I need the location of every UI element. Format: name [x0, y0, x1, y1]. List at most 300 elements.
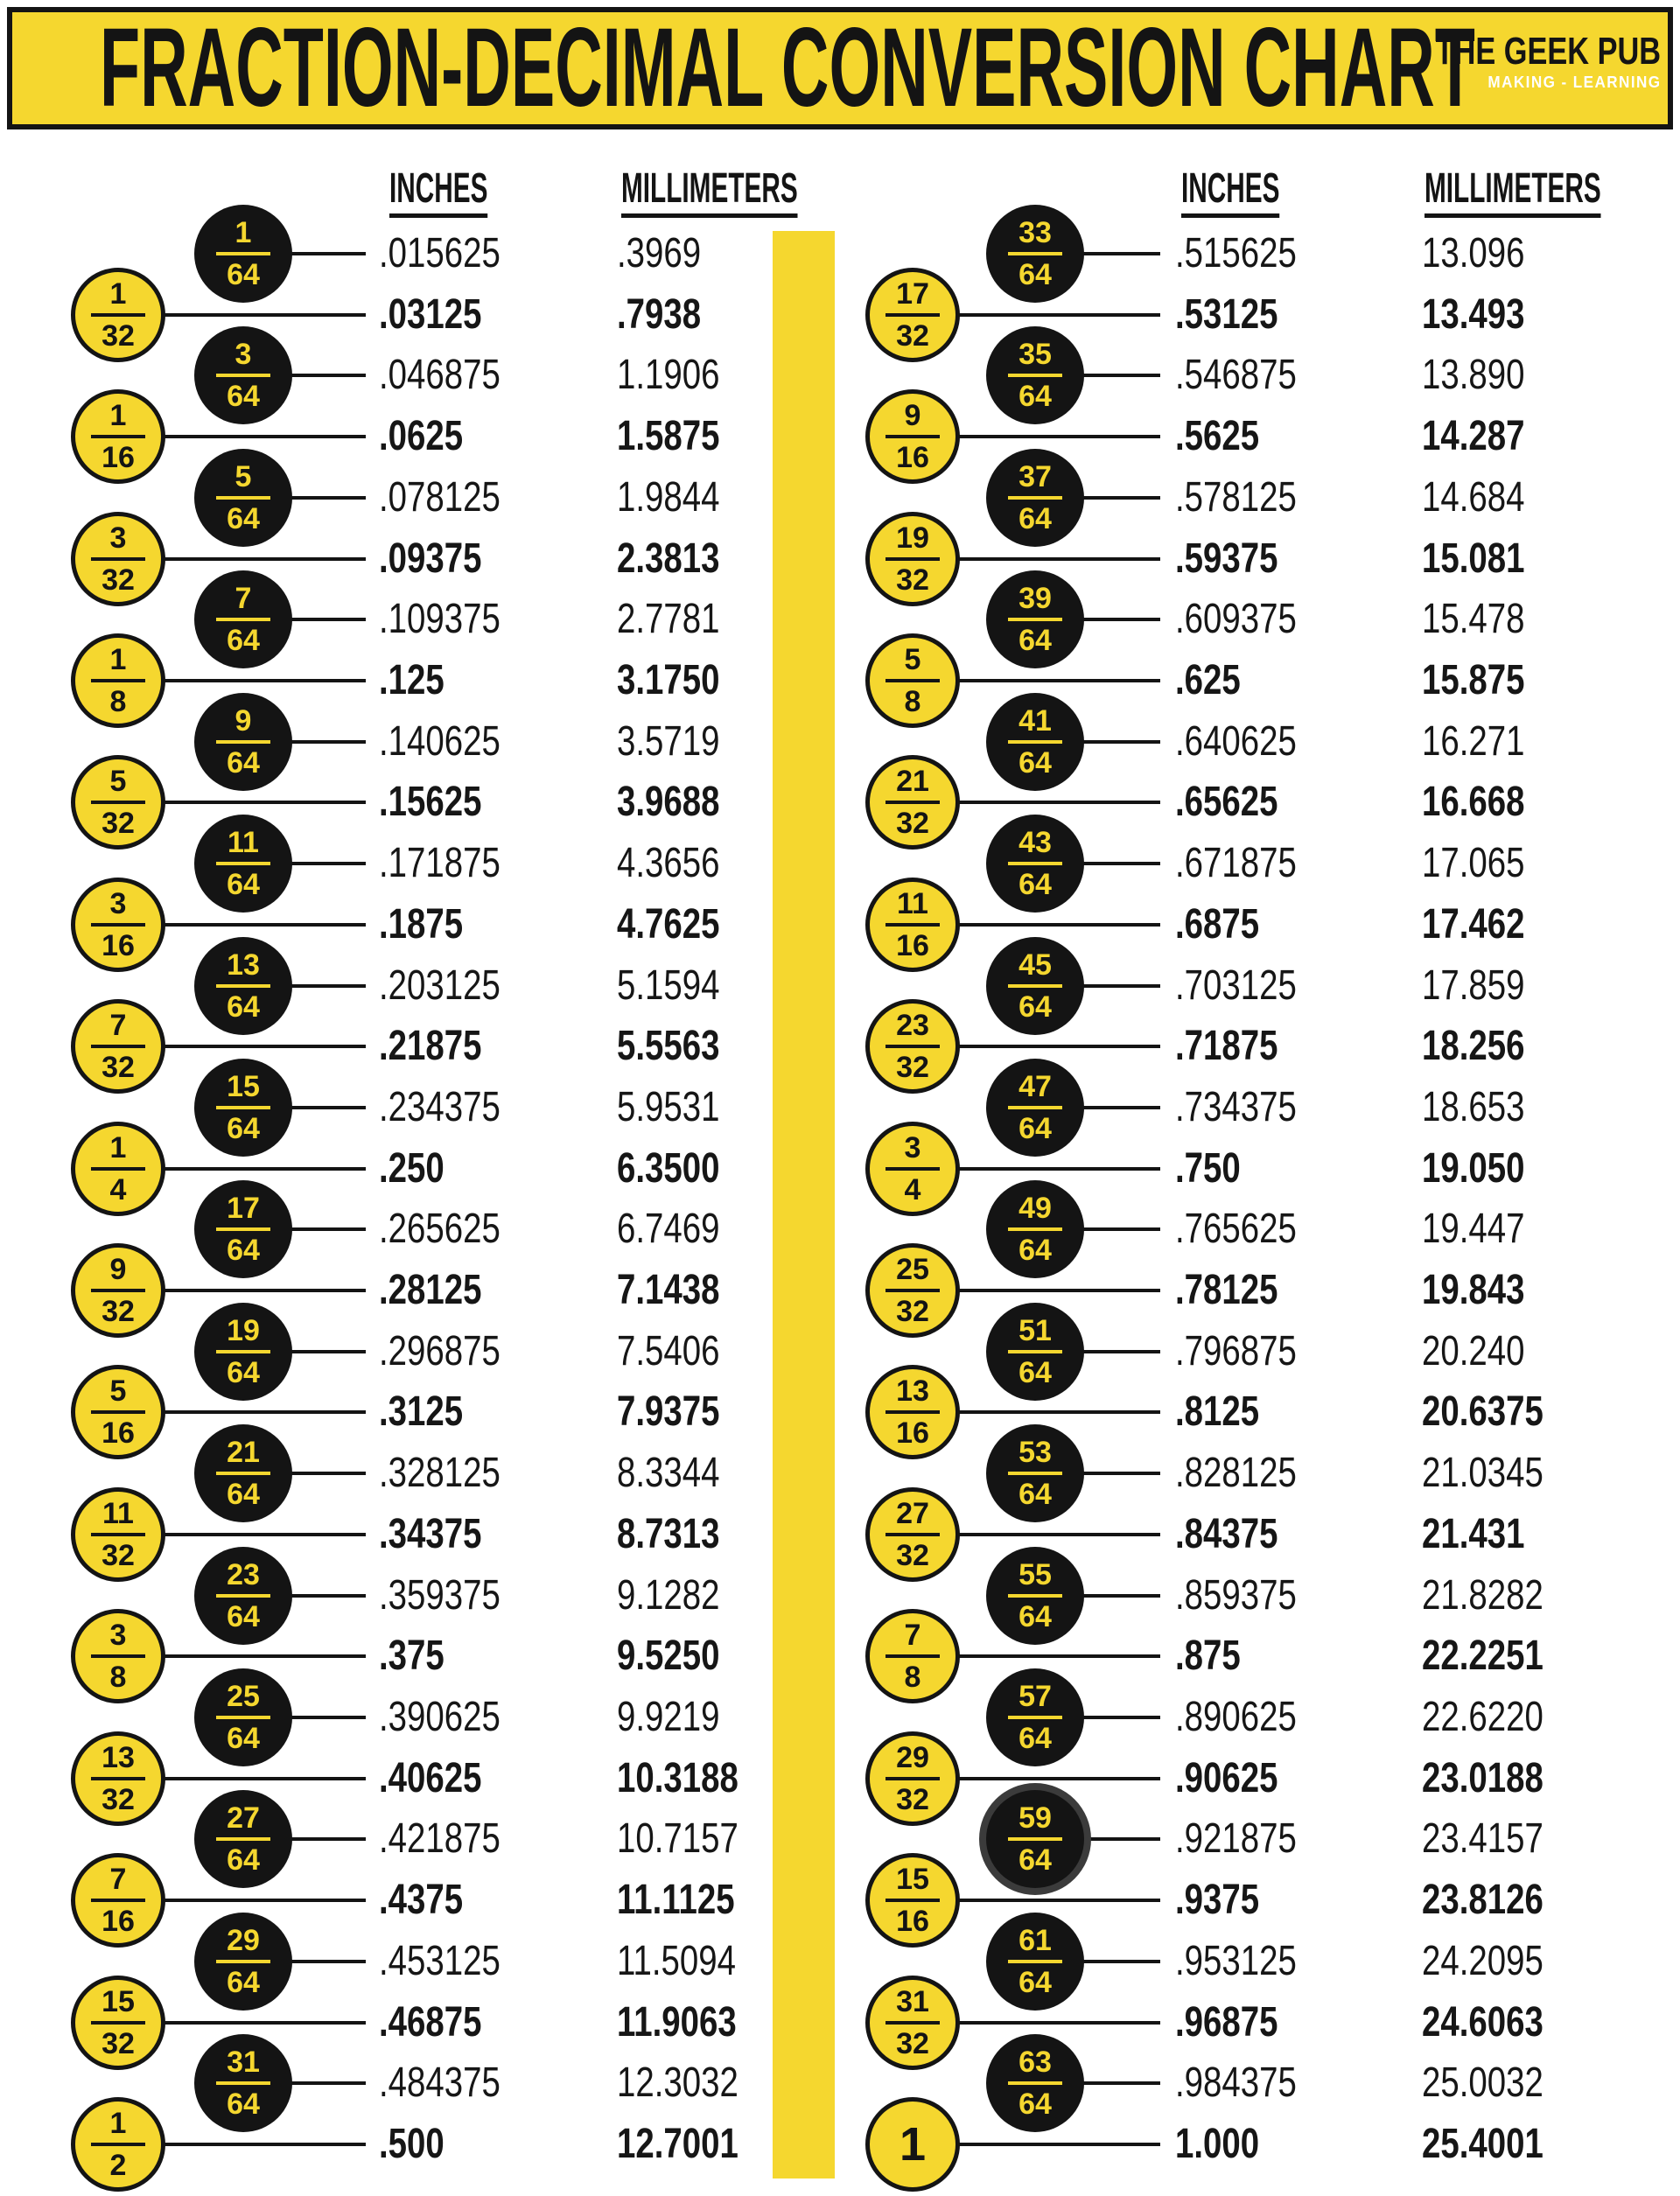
- inches-value: .875: [1175, 1633, 1241, 1679]
- mm-value: 11.5094: [617, 1938, 736, 1984]
- inches-value: .8125: [1175, 1388, 1260, 1435]
- mm-value: 2.7781: [617, 596, 720, 642]
- fraction-bar: [216, 1716, 270, 1719]
- fraction: [216, 828, 270, 899]
- leader-line: [1079, 1106, 1160, 1109]
- mm-value: 11.1125: [617, 1877, 735, 1923]
- fraction-denominator: 64: [227, 380, 260, 413]
- leader-line: [1079, 862, 1160, 865]
- fraction-numerator: 41: [1018, 704, 1052, 738]
- mm-value: 1.5875: [617, 413, 720, 459]
- fraction: [1008, 2047, 1062, 2119]
- fraction-circle: [986, 815, 1084, 913]
- inches-value: .625: [1175, 657, 1241, 703]
- fraction-bar: [1008, 1350, 1062, 1353]
- fraction-denominator: 32: [102, 563, 135, 597]
- inches-value: 1.000: [1175, 2121, 1260, 2167]
- mm-value: 15.478: [1422, 596, 1525, 642]
- fraction-numerator: 27: [896, 1497, 929, 1530]
- fraction-bar: [91, 435, 145, 438]
- fraction-circle: [986, 693, 1084, 791]
- fraction-circle: [71, 1976, 165, 2070]
- mm-value: 20.240: [1422, 1328, 1525, 1374]
- leader-line: [955, 557, 1160, 561]
- fraction-numerator: 3: [109, 1619, 127, 1652]
- inches-value: .1875: [379, 901, 464, 948]
- inches-value: .71875: [1175, 1023, 1278, 1069]
- fraction-numerator: 11: [897, 887, 928, 920]
- fraction-numerator: 25: [896, 1253, 929, 1286]
- fraction-numerator: 23: [896, 1009, 929, 1042]
- fraction-denominator: 16: [102, 1905, 135, 1938]
- mm-value: 13.890: [1422, 352, 1525, 398]
- mm-value: 6.7469: [617, 1206, 720, 1252]
- fraction-bar: [1008, 1472, 1062, 1475]
- inches-value: .546875: [1175, 352, 1297, 398]
- fraction-denominator: 32: [896, 1051, 929, 1084]
- leader-line: [160, 1410, 366, 1414]
- fraction: [1008, 1560, 1062, 1632]
- fraction-numerator: 1: [109, 277, 127, 311]
- fraction: [216, 1803, 270, 1875]
- fraction-denominator: 16: [896, 441, 929, 474]
- right-inches-header: INCHES: [1181, 170, 1279, 218]
- mm-value: 12.7001: [617, 2121, 738, 2167]
- leader-line: [160, 923, 366, 927]
- mm-value: .7938: [617, 291, 702, 338]
- inches-value: .15625: [379, 779, 482, 825]
- inches-value: .296875: [379, 1328, 500, 1374]
- fraction-denominator: 64: [1018, 502, 1052, 535]
- fraction-denominator: 16: [102, 1416, 135, 1450]
- fraction-bar: [216, 618, 270, 621]
- fraction-bar: [91, 557, 145, 561]
- inches-value: .390625: [379, 1694, 500, 1740]
- mm-value: 18.256: [1422, 1023, 1525, 1069]
- fraction-numerator: 49: [1018, 1192, 1052, 1225]
- fraction-denominator: 64: [227, 1478, 260, 1511]
- fraction-circle: [865, 1731, 960, 1826]
- fraction-numerator: 33: [1018, 216, 1052, 249]
- inches-value: .234375: [379, 1084, 500, 1130]
- leader-line: [160, 801, 366, 804]
- fraction-numerator: 21: [227, 1436, 260, 1469]
- fraction-bar: [886, 1289, 940, 1292]
- fraction-bar: [216, 1227, 270, 1231]
- fraction-numerator: 5: [109, 1374, 127, 1408]
- leader-line: [287, 740, 366, 744]
- fraction: [216, 1560, 270, 1632]
- mm-value: 19.843: [1422, 1267, 1525, 1313]
- mm-value: 19.050: [1422, 1145, 1525, 1192]
- fraction-numerator: 21: [896, 765, 929, 798]
- fraction-denominator: 64: [227, 1722, 260, 1755]
- fraction-bar: [886, 801, 940, 804]
- fraction-circle: [194, 1668, 292, 1766]
- leader-line: [287, 496, 366, 500]
- fraction-circle: [194, 1180, 292, 1278]
- fraction-circle: [986, 1303, 1084, 1401]
- mm-value: 6.3500: [617, 1145, 720, 1192]
- fraction-numerator: 1: [109, 1131, 127, 1164]
- mm-value: 15.081: [1422, 535, 1525, 582]
- fraction-denominator: 64: [1018, 1600, 1052, 1633]
- inches-value: .46875: [379, 1999, 482, 2046]
- inches-value: .6875: [1175, 901, 1260, 948]
- leader-line: [160, 1654, 366, 1658]
- fraction-denominator: 64: [1018, 1356, 1052, 1389]
- inches-value: .765625: [1175, 1206, 1297, 1252]
- fraction-circle: [194, 2034, 292, 2132]
- fraction-bar: [1008, 984, 1062, 988]
- fraction-bar: [216, 1472, 270, 1475]
- leader-line: [287, 1960, 366, 1963]
- fraction-bar: [91, 1777, 145, 1780]
- leader-line: [160, 679, 366, 682]
- fraction: [91, 1743, 145, 1815]
- mm-value: 7.9375: [617, 1388, 720, 1435]
- fraction-bar: [216, 2081, 270, 2085]
- fraction-denominator: 32: [896, 1539, 929, 1572]
- left-millimeters-header: MILLIMETERS: [621, 170, 798, 218]
- right-millimeters-header: MILLIMETERS: [1424, 170, 1601, 218]
- fraction-circle: [71, 268, 165, 362]
- mm-value: 8.7313: [617, 1511, 720, 1557]
- fraction-numerator: 3: [904, 1131, 921, 1164]
- fraction-denominator: 16: [102, 441, 135, 474]
- fraction-bar: [91, 2143, 145, 2146]
- fraction: [91, 401, 145, 472]
- mm-value: 3.9688: [617, 779, 720, 825]
- fraction-bar: [91, 1045, 145, 1048]
- fraction-bar: [886, 679, 940, 682]
- leader-line: [160, 2143, 366, 2146]
- fraction-circle: [71, 1243, 165, 1338]
- mm-value: 23.8126: [1422, 1877, 1544, 1923]
- fraction: [91, 279, 145, 351]
- fraction: [886, 1255, 940, 1326]
- inches-value: .515625: [1175, 230, 1297, 276]
- fraction-numerator: 11: [228, 826, 259, 859]
- fraction-numerator: 19: [896, 521, 929, 555]
- fraction-numerator: 5: [234, 460, 252, 493]
- leader-line: [160, 1289, 366, 1292]
- fraction: [216, 584, 270, 655]
- fraction-numerator: 1: [234, 216, 252, 249]
- fraction-bar: [886, 2021, 940, 2025]
- fraction-bar: [216, 374, 270, 377]
- fraction-bar: [216, 740, 270, 744]
- leader-line: [287, 984, 366, 988]
- fraction-numerator: 15: [896, 1863, 929, 1896]
- fraction: [1008, 1803, 1062, 1875]
- fraction-circle: [865, 2097, 960, 2192]
- mm-value: 23.0188: [1422, 1755, 1544, 1801]
- leader-line: [287, 1837, 366, 1841]
- fraction-circle: [71, 1122, 165, 1216]
- fraction-denominator: 64: [1018, 2088, 1052, 2121]
- inches-value: .84375: [1175, 1511, 1278, 1557]
- inches-value: .96875: [1175, 1999, 1278, 2046]
- leader-line: [160, 1777, 366, 1780]
- inches-value: .78125: [1175, 1267, 1278, 1313]
- fraction-circle: [865, 999, 960, 1094]
- fraction: [886, 766, 940, 838]
- inches-value: .359375: [379, 1572, 500, 1619]
- fraction: [1008, 218, 1062, 290]
- fraction-circle: [865, 268, 960, 362]
- mm-value: 13.493: [1422, 291, 1525, 338]
- fraction-numerator: 13: [102, 1741, 135, 1774]
- mm-value: 7.5406: [617, 1328, 720, 1374]
- inches-value: .3125: [379, 1388, 464, 1435]
- fraction-denominator: 64: [227, 1600, 260, 1633]
- fraction-circle: [865, 1487, 960, 1582]
- fraction-bar: [886, 1045, 940, 1048]
- fraction-denominator: 16: [896, 1905, 929, 1938]
- mm-value: 4.3656: [617, 840, 720, 886]
- fraction-numerator: 57: [1018, 1680, 1052, 1713]
- fraction-circle: [71, 999, 165, 1094]
- fraction-bar: [1008, 618, 1062, 621]
- fraction-numerator: 31: [227, 2046, 260, 2079]
- fraction-numerator: 29: [227, 1924, 260, 1957]
- fraction: [886, 1987, 940, 2059]
- fraction-numerator: 51: [1018, 1314, 1052, 1347]
- fraction: [91, 1864, 145, 1936]
- fraction-denominator: 32: [896, 2027, 929, 2060]
- inches-value: .265625: [379, 1206, 500, 1252]
- mm-value: 16.271: [1422, 718, 1525, 765]
- fraction-numerator: 31: [896, 1985, 929, 2018]
- mm-value: 14.684: [1422, 474, 1525, 521]
- fraction-numerator: 27: [227, 1801, 260, 1835]
- fraction-numerator: 13: [227, 948, 260, 982]
- fraction-bar: [886, 313, 940, 317]
- mm-value: 17.065: [1422, 840, 1525, 886]
- fraction: [1008, 1193, 1062, 1265]
- fraction-circle: [986, 937, 1084, 1035]
- fraction-bar: [91, 1654, 145, 1658]
- mm-value: 8.3344: [617, 1450, 720, 1496]
- fraction: [91, 645, 145, 717]
- fraction-numerator: 45: [1018, 948, 1052, 982]
- inches-value: .953125: [1175, 1938, 1297, 1984]
- fraction-denominator: 32: [102, 2027, 135, 2060]
- leader-line: [955, 1167, 1160, 1171]
- inches-value: .453125: [379, 1938, 500, 1984]
- mm-value: .3969: [617, 230, 702, 276]
- left-inches-header: INCHES: [389, 170, 487, 218]
- fraction-bar: [886, 557, 940, 561]
- inches-value: .859375: [1175, 1572, 1297, 1619]
- fraction-circle: [194, 1303, 292, 1401]
- fraction-bar: [216, 862, 270, 865]
- fraction-denominator: 64: [227, 746, 260, 780]
- fraction-circle: [71, 633, 165, 728]
- fraction-denominator: 64: [227, 1112, 260, 1145]
- fraction-numerator: 59: [1018, 1801, 1052, 1835]
- fraction-numerator: 11: [102, 1497, 134, 1530]
- fraction: [216, 339, 270, 411]
- fraction: [216, 1926, 270, 1997]
- inches-value: .125: [379, 657, 444, 703]
- fraction: [216, 1437, 270, 1509]
- fraction: [1008, 339, 1062, 411]
- fraction-bar: [91, 1533, 145, 1536]
- fraction-circle: [986, 2034, 1084, 2132]
- fraction: [886, 523, 940, 595]
- mm-value: 9.9219: [617, 1694, 720, 1740]
- fraction-numerator: 17: [227, 1192, 260, 1225]
- fraction-circle: [71, 1365, 165, 1459]
- fraction-denominator: 64: [227, 1843, 260, 1877]
- fraction-denominator: 32: [102, 1539, 135, 1572]
- fraction-bar: [91, 2021, 145, 2025]
- leader-line: [955, 923, 1160, 927]
- mm-value: 21.8282: [1422, 1572, 1544, 1619]
- fraction-denominator: 64: [227, 258, 260, 291]
- mm-value: 4.7625: [617, 901, 720, 948]
- fraction-circle: [194, 1059, 292, 1157]
- fraction-numerator: 7: [109, 1009, 127, 1042]
- mm-value: 1.1906: [617, 352, 720, 398]
- leader-line: [1079, 1227, 1160, 1231]
- inches-value: .109375: [379, 596, 500, 642]
- mm-value: 17.859: [1422, 962, 1525, 1009]
- fraction: [886, 279, 940, 351]
- fraction-denominator: 32: [102, 319, 135, 353]
- inches-value: .40625: [379, 1755, 482, 1801]
- inches-value: .203125: [379, 962, 500, 1009]
- fraction-whole-number: 1: [899, 2118, 927, 2171]
- mm-value: 21.0345: [1422, 1450, 1544, 1496]
- mm-value: 2.3813: [617, 535, 720, 582]
- fraction: [886, 1376, 940, 1448]
- mm-value: 17.462: [1422, 901, 1525, 948]
- fraction: [1008, 1682, 1062, 1753]
- leader-line: [160, 435, 366, 438]
- mm-value: 25.0032: [1422, 2060, 1544, 2106]
- fraction-numerator: 9: [904, 399, 921, 432]
- fraction-bar: [216, 1350, 270, 1353]
- fraction: [216, 1072, 270, 1143]
- leader-line: [955, 435, 1160, 438]
- leader-line: [1079, 1960, 1160, 1963]
- leader-line: [287, 1594, 366, 1598]
- leader-line: [287, 374, 366, 377]
- fraction-circle: [194, 205, 292, 303]
- inches-value: .28125: [379, 1267, 482, 1313]
- leader-line: [287, 862, 366, 865]
- fraction-bar: [886, 1533, 940, 1536]
- leader-line: [287, 1227, 366, 1231]
- fraction-circle: [865, 389, 960, 484]
- mm-value: 1.9844: [617, 474, 720, 521]
- inches-value: .65625: [1175, 779, 1278, 825]
- inches-value: .5625: [1175, 413, 1260, 459]
- inches-value: .609375: [1175, 596, 1297, 642]
- fraction: [1008, 584, 1062, 655]
- leader-line: [955, 1777, 1160, 1780]
- fraction: [886, 1743, 940, 1815]
- fraction-denominator: 64: [1018, 1234, 1052, 1267]
- fraction-bar: [1008, 1106, 1062, 1109]
- mm-value: 11.9063: [617, 1999, 737, 2046]
- fraction: [216, 706, 270, 778]
- fraction: [886, 1011, 940, 1082]
- inches-value: .828125: [1175, 1450, 1297, 1496]
- leader-line: [287, 618, 366, 621]
- inches-value: .890625: [1175, 1694, 1297, 1740]
- fraction-circle: [986, 1059, 1084, 1157]
- fraction-circle: [986, 1790, 1084, 1888]
- leader-line: [287, 252, 366, 255]
- fraction-denominator: 32: [102, 1051, 135, 1084]
- fraction-circle: [194, 1547, 292, 1645]
- fraction-denominator: 4: [904, 1173, 921, 1206]
- fraction-denominator: 32: [102, 807, 135, 840]
- logo-subtitle: MAKING - LEARNING: [1487, 73, 1661, 91]
- leader-line: [955, 1289, 1160, 1292]
- mm-value: 9.1282: [617, 1572, 720, 1619]
- mm-value: 15.875: [1422, 657, 1525, 703]
- fraction-bar: [91, 801, 145, 804]
- inches-value: .796875: [1175, 1328, 1297, 1374]
- fraction-numerator: 63: [1018, 2046, 1052, 2079]
- fraction-bar: [886, 1899, 940, 1902]
- mm-value: 14.287: [1422, 413, 1525, 459]
- fraction-bar: [1008, 1960, 1062, 1963]
- fraction-bar: [91, 313, 145, 317]
- fraction: [91, 2109, 145, 2180]
- fraction-circle: [986, 570, 1084, 668]
- fraction: [1008, 1316, 1062, 1388]
- fraction: [1008, 950, 1062, 1022]
- fraction-numerator: 9: [109, 1253, 127, 1286]
- leader-line: [160, 557, 366, 561]
- leader-line: [1079, 496, 1160, 500]
- fraction-circle: [865, 1609, 960, 1703]
- fraction-numerator: 3: [109, 521, 127, 555]
- fraction-circle: [194, 937, 292, 1035]
- fraction-numerator: 15: [227, 1070, 260, 1103]
- leader-line: [1079, 1716, 1160, 1719]
- fraction-bar: [886, 1167, 940, 1171]
- fraction-denominator: 32: [896, 319, 929, 353]
- fraction-denominator: 32: [102, 1295, 135, 1328]
- fraction-denominator: 8: [109, 685, 127, 718]
- fraction-bar: [1008, 740, 1062, 744]
- fraction-denominator: 4: [109, 1173, 127, 1206]
- fraction-numerator: 25: [227, 1680, 260, 1713]
- fraction-denominator: 64: [1018, 258, 1052, 291]
- fraction-numerator: 7: [234, 582, 252, 615]
- fraction-circle: [865, 633, 960, 728]
- fraction: [216, 218, 270, 290]
- fraction-circle: [986, 326, 1084, 424]
- fraction-circle: [71, 512, 165, 606]
- inches-value: .421875: [379, 1815, 500, 1862]
- fraction-bar: [216, 1594, 270, 1598]
- fraction-circle: [986, 1913, 1084, 2011]
- fraction-denominator: 64: [227, 1234, 260, 1267]
- leader-line: [1079, 618, 1160, 621]
- fraction-bar: [1008, 1227, 1062, 1231]
- inches-value: .34375: [379, 1511, 482, 1557]
- leader-line: [287, 1106, 366, 1109]
- fraction-denominator: 8: [904, 1661, 921, 1694]
